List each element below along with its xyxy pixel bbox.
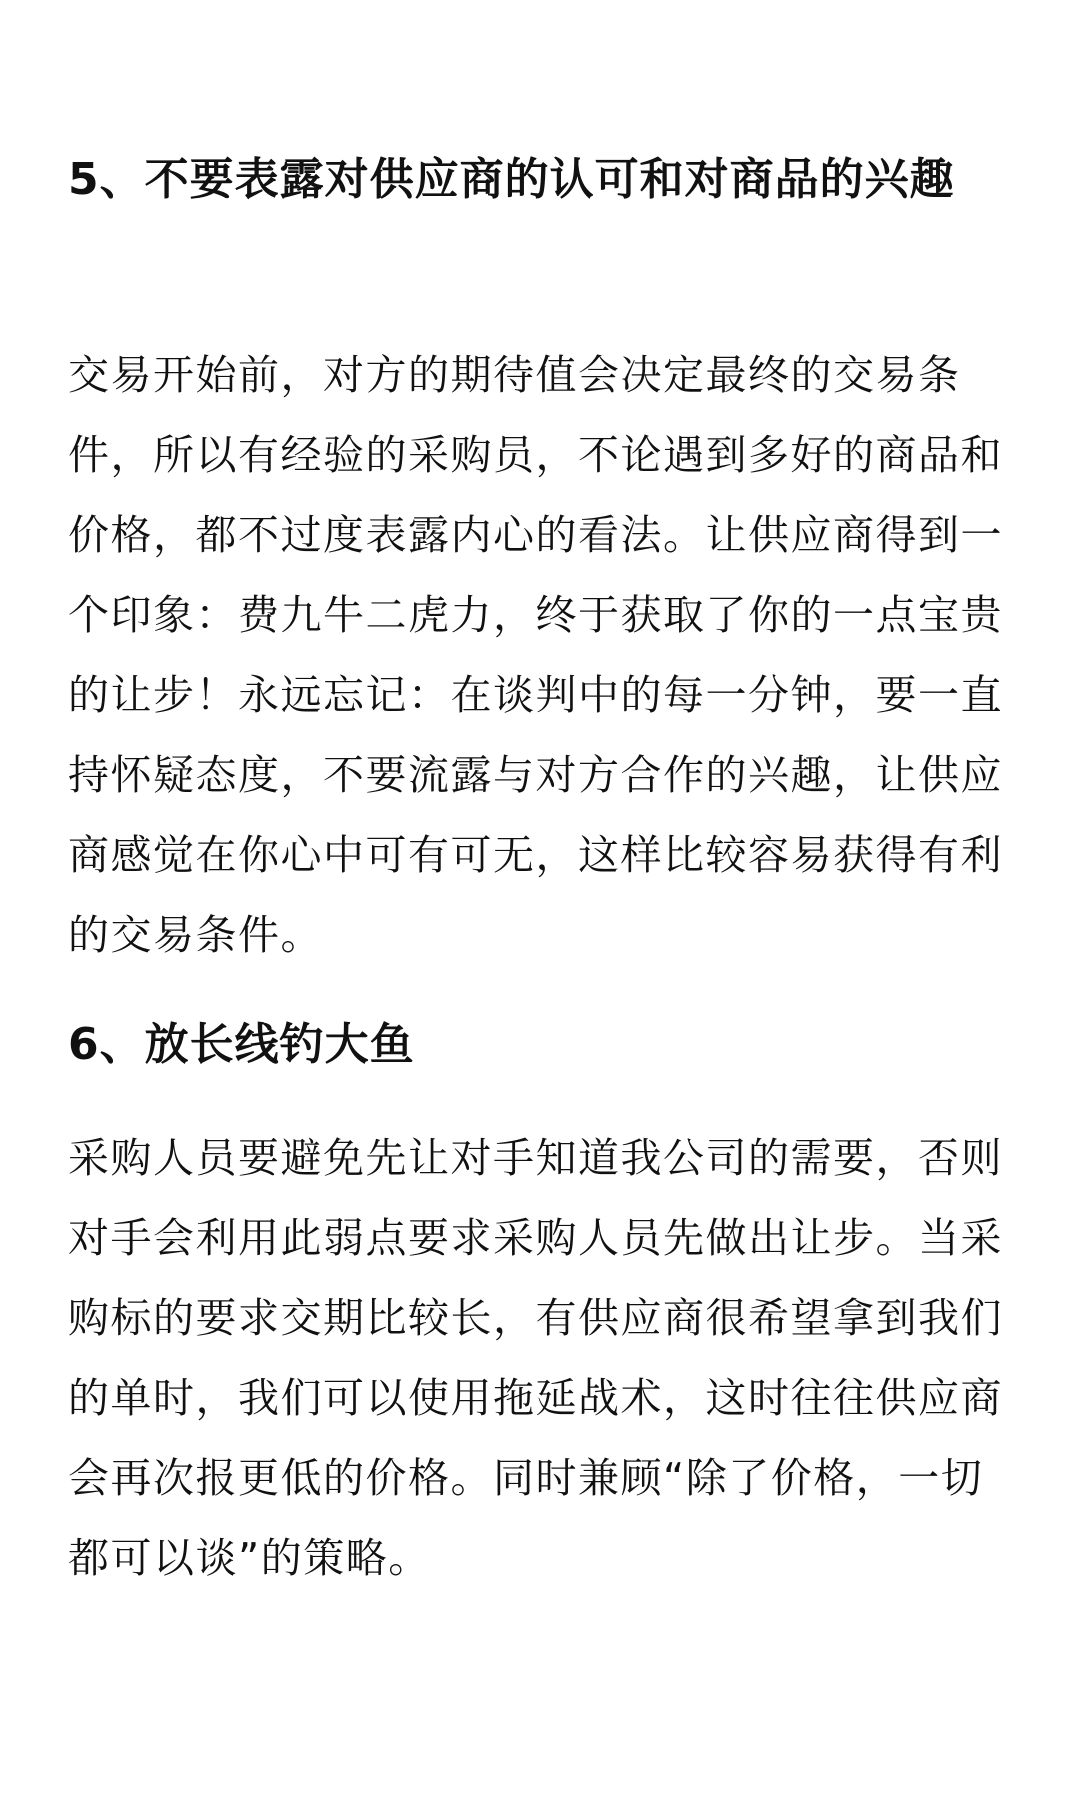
section-6-heading: 6、放长线钓大鱼 bbox=[68, 1019, 415, 1070]
section-6-paragraph: 采购人员要避免先让对手知道我公司的需要，否则对手会利用此弱点要求采购人员先做出让步。当采购标的要求交期比较长，有供应商很希望拿到我们的单时，我们可以使用拖延战术，这时往往供应商会再次报更低的价格。同时兼顾“除了价格，一切都可以谈”的策略。 bbox=[68, 1134, 1003, 1582]
section-5-heading: 5、不要表露对供应商的认可和对商品的兴趣 bbox=[68, 154, 955, 205]
section-5-paragraph: 交易开始前，对方的期待值会决定最终的交易条件，所以有经验的采购员，不论遇到多好的商品和价格，都不过度表露内心的看法。让供应商得到一个印象：费九牛二虎力，终于获取了你的一点宝贵的让步！永远忘记：在谈判中的每一分钟，要一直持怀疑态度，不要流露与对方合作的兴趣，让供应商感觉在你心中可有可无，这样比较容易获得有利的交易条件。 bbox=[68, 351, 1003, 959]
